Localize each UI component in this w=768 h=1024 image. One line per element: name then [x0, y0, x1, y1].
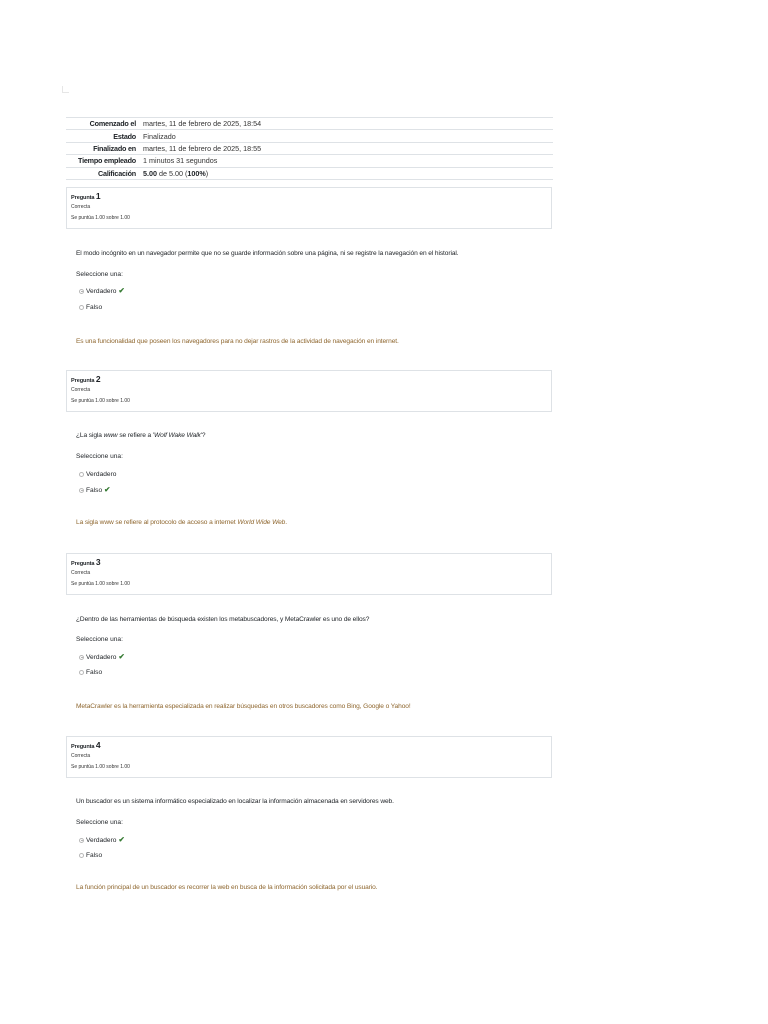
page-corner-mark [62, 86, 69, 93]
grade-percent: 100% [187, 168, 206, 178]
question-info-box [66, 553, 552, 595]
question-text [76, 432, 205, 439]
summary-row-started [66, 118, 553, 130]
answer-option-verdadero[interactable] [79, 652, 125, 662]
check-icon: ✔ [118, 652, 125, 661]
radio-button[interactable] [79, 853, 84, 858]
question-text: Un buscador es un sistema informático especializado en localizar la información almacenada en servidores web. [76, 798, 394, 805]
answer-option-falso[interactable] [79, 485, 110, 495]
answer-label: Verdadero [86, 836, 117, 844]
summary-row-time-taken [66, 155, 553, 167]
question-state: Correcta [71, 753, 91, 759]
question-label: Pregunta [71, 561, 95, 567]
question-state: Correcta [71, 570, 91, 576]
answer-feedback: MetaCrawler es la herramienta especializada en realizar búsquedas en otros buscadores como Bing, Google o Yahoo! [76, 703, 411, 710]
question-num: 4 [95, 740, 101, 750]
answer-label: Falso [86, 668, 103, 676]
answer-option-falso[interactable] [79, 667, 102, 677]
question-grade: Se puntúa 1.00 sobre 1.00 [71, 764, 130, 770]
summary-label: Finalizado en [93, 143, 136, 153]
answer-option-falso[interactable] [79, 302, 102, 312]
question-text-part: '? [200, 432, 206, 439]
question-grade: Se puntúa 1.00 sobre 1.00 [71, 398, 130, 404]
question-number [71, 740, 547, 751]
attempt-summary-table [66, 117, 553, 180]
question-num: 2 [95, 374, 101, 384]
answer-prompt: Seleccione una: [76, 819, 123, 826]
question-number [71, 374, 547, 385]
question-text-part: se refiere a ' [117, 432, 155, 439]
question-text-emphasis: Wolf Wake Walk [154, 432, 201, 439]
answer-prompt: Seleccione una: [76, 271, 123, 278]
check-icon: ✔ [118, 286, 125, 295]
summary-label: Tiempo empleado [78, 156, 136, 166]
answer-feedback: Es una funcionalidad que poseen los navegadores para no dejar rastros de la actividad de navegación en internet. [76, 338, 399, 345]
radio-button[interactable] [79, 472, 84, 477]
radio-button[interactable] [79, 305, 84, 310]
answer-feedback [76, 519, 287, 526]
radio-button[interactable] [79, 488, 84, 493]
question-info-box [66, 370, 552, 412]
question-text: El modo incógnito en un navegador permite que no se guarde información sobre una página, ni se registre la navegación en el historial. [76, 250, 459, 257]
answer-label: Falso [86, 303, 103, 311]
question-num: 1 [95, 191, 101, 201]
answer-prompt: Seleccione una: [76, 636, 123, 643]
summary-value: 1 minutos 31 segundos [143, 156, 218, 166]
radio-button[interactable] [79, 289, 84, 294]
grade-close: ) [205, 168, 209, 178]
question-label: Pregunta [71, 744, 95, 750]
summary-row-completed [66, 142, 553, 154]
summary-label: Calificación [98, 168, 136, 178]
summary-value: martes, 11 de febrero de 2025, 18:54 [143, 119, 262, 129]
radio-button[interactable] [79, 838, 84, 843]
question-num: 3 [95, 557, 101, 567]
question-grade: Se puntúa 1.00 sobre 1.00 [71, 215, 130, 221]
question-text-part: ¿La sigla [76, 432, 104, 439]
feedback-part: La sigla www se refiere al protocolo de acceso a internet [76, 519, 238, 526]
grade-score: 5.00 [143, 168, 157, 178]
answer-option-verdadero[interactable] [79, 835, 125, 845]
question-state: Correcta [71, 204, 91, 210]
feedback-emphasis: World Wide Web [237, 519, 286, 526]
answer-option-falso[interactable] [79, 850, 102, 860]
question-state: Correcta [71, 387, 91, 393]
question-label: Pregunta [71, 378, 95, 384]
summary-value [141, 167, 553, 179]
answer-label: Verdadero [86, 287, 117, 295]
answer-label: Falso [86, 851, 103, 859]
radio-button[interactable] [79, 655, 84, 660]
answer-label: Falso [86, 486, 103, 494]
check-icon: ✔ [104, 485, 111, 494]
summary-row-state [66, 130, 553, 142]
answer-option-verdadero[interactable] [79, 286, 125, 296]
check-icon: ✔ [118, 835, 125, 844]
question-number [71, 191, 547, 202]
answer-label: Verdadero [86, 653, 117, 661]
question-text-emphasis: www [103, 432, 118, 439]
question-text: ¿Dentro de las herramientas de búsqueda existen los metabuscadores, y MetaCrawler es uno de ellos? [76, 616, 370, 623]
question-number [71, 557, 547, 568]
answer-feedback: La función principal de un buscador es recorrer la web en busca de la información solicitada por el usuario. [76, 884, 378, 891]
summary-row-grade [66, 167, 553, 179]
answer-label: Verdadero [86, 470, 117, 478]
question-info-box [66, 736, 552, 778]
question-label: Pregunta [71, 195, 95, 201]
question-info-box [66, 187, 552, 229]
summary-label: Estado [113, 131, 136, 141]
answer-prompt: Seleccione una: [76, 453, 123, 460]
summary-value: martes, 11 de febrero de 2025, 18:55 [143, 143, 262, 153]
question-grade: Se puntúa 1.00 sobre 1.00 [71, 581, 130, 587]
grade-out-of: de 5.00 ( [157, 168, 188, 178]
summary-value: Finalizado [143, 131, 176, 141]
radio-button[interactable] [79, 670, 84, 675]
answer-option-verdadero[interactable] [79, 469, 116, 479]
summary-label: Comenzado el [89, 119, 136, 129]
feedback-part: . [285, 519, 287, 526]
